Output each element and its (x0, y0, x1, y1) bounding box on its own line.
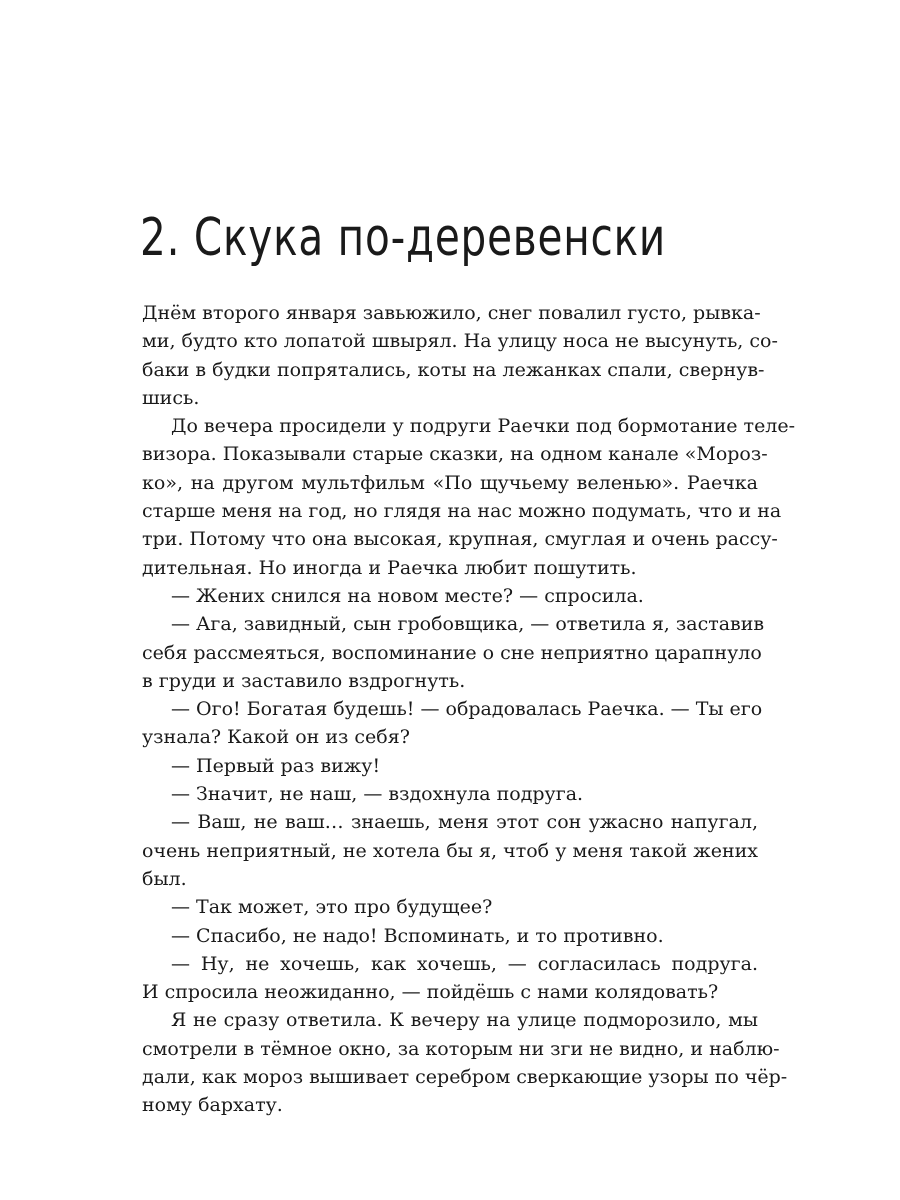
text-line: — Ого! Богатая будешь! — обрадовалась Раечка. — Ты его (171, 698, 763, 721)
text-line: ному бархату. (142, 1094, 283, 1117)
text-line: — Ваш, не ваш… знаешь, меня этот сон ужасно напугал, (171, 811, 758, 834)
paragraph (142, 412, 796, 582)
text-line: — Значит, не наш, — вздохнула подруга. (171, 783, 584, 806)
text-line: До вечера просидели у подруги Раечки под бормотание теле- (171, 415, 796, 438)
text-line: в груди и заставило вздрогнуть. (142, 669, 466, 692)
chapter-body (142, 299, 796, 1120)
paragraph (142, 780, 758, 808)
text-line: — Ага, завидный, сын гробовщика, — ответила я, заставив (171, 613, 765, 636)
text-line: смотрели в тёмное окно, за которым ни зги не видно, и наблю- (142, 1037, 780, 1060)
text-line: старше меня на год, но глядя на нас можно подумать, что и на (142, 500, 782, 523)
paragraph (142, 950, 758, 1007)
text-line: дали, как мороз вышивает серебром сверкающие узоры по чёр- (142, 1066, 788, 1089)
paragraph (142, 752, 758, 780)
text-line: очень неприятный, не хотела бы я, чтоб у меня такой жених (142, 839, 758, 862)
text-line: — Жених снился на новом месте? — спросила. (171, 584, 644, 607)
paragraph (142, 922, 758, 950)
paragraph (142, 1006, 788, 1119)
text-line: — Так может, это про будущее? (171, 896, 493, 919)
text-line: визора. Показывали старые сказки, на одном канале «Мороз- (142, 443, 768, 466)
paragraph (142, 808, 758, 893)
text-line: дительная. Но иногда и Раечка любит пошутить. (142, 556, 637, 579)
text-line: И спросила неожиданно, — пойдёшь с нами колядовать? (142, 981, 719, 1004)
text-line: баки в будки попрятались, коты на лежанках спали, свернув- (142, 358, 765, 381)
text-line: Днём второго января завьюжило, снег повалил густо, рывка- (142, 302, 761, 324)
paragraph (142, 695, 763, 752)
paragraph (142, 582, 758, 610)
paragraph (142, 610, 765, 695)
chapter-title: 2. Скука по-деревенски (140, 208, 667, 268)
text-line: шись. (142, 386, 200, 409)
paragraph (142, 299, 778, 412)
text-line: себя рассмеяться, воспоминание о сне неприятно царапнуло (142, 641, 762, 664)
text-line: ко», на другом мультфильм «По щучьему веленью». Раечка (142, 471, 758, 494)
text-line: — Первый раз вижу! (171, 754, 381, 777)
text-line: — Спасибо, не надо! Вспоминать, и то противно. (171, 924, 664, 947)
text-line: ми, будто кто лопатой швырял. На улицу носа не высунуть, со- (142, 330, 778, 353)
text-line: — Ну, не хочешь, как хочешь, — согласилась подруга. (171, 952, 758, 975)
text-line: три. Потому что она высокая, крупная, смуглая и очень рассу- (142, 528, 778, 551)
paragraph (142, 893, 758, 921)
text-line: был. (142, 867, 187, 890)
text-line: узнала? Какой он из себя? (142, 726, 410, 749)
text-line: Я не сразу ответила. К вечеру на улице подморозило, мы (171, 1009, 758, 1032)
